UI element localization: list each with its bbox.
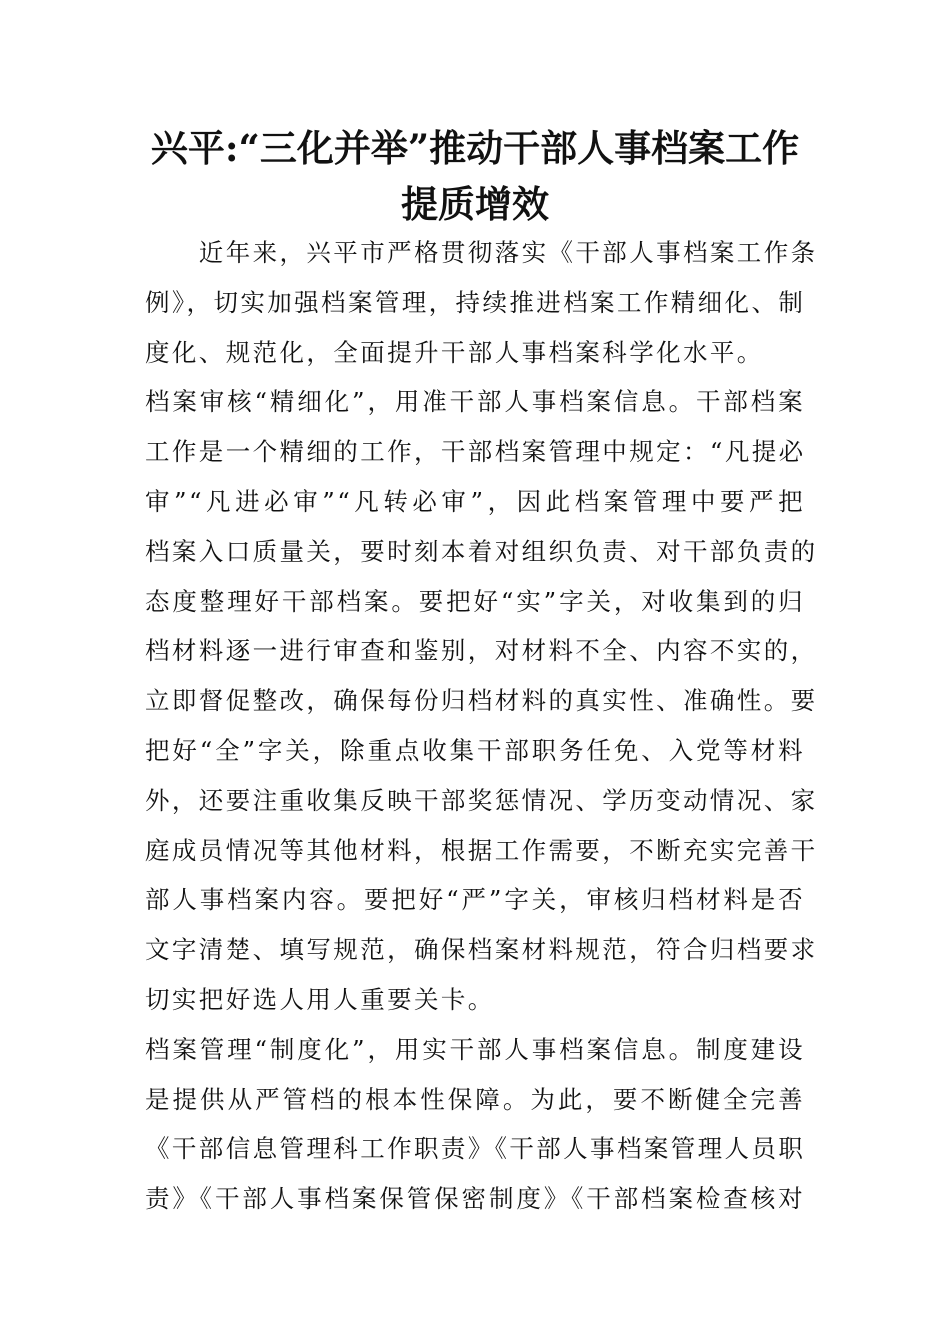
text-line: 档案管理“制度化”，用实干部人事档案信息。制度建设 bbox=[145, 1034, 805, 1064]
title-line-2: 提质增效 bbox=[401, 182, 549, 226]
text-line: 度化、规范化，全面提升干部人事档案科学化水平。 bbox=[145, 337, 764, 367]
text-line: 立即督促整改，确保每份归档材料的真实性、准确性。要 bbox=[145, 686, 818, 716]
paragraph-archive-review bbox=[145, 377, 818, 1024]
text-line: 文字清楚、填写规范，确保档案材料规范，符合归档要求 bbox=[145, 935, 818, 965]
document-title bbox=[140, 120, 810, 232]
text-line: 近年来，兴平市严格贯彻落实《干部人事档案工作条 bbox=[145, 238, 818, 267]
text-line: 审”“凡进必审”“凡转必审”，因此档案管理中要严把 bbox=[145, 486, 805, 516]
text-line: 档案入口质量关，要时刻本着对组织负责、对干部负责的 bbox=[145, 536, 818, 566]
text-line: 工作是一个精细的工作，干部档案管理中规定：“凡提必 bbox=[145, 437, 806, 467]
title-line-1: 兴平:“三化并举”推动干部人事档案工作 bbox=[150, 126, 800, 170]
text-line: 档材料逐一进行审查和鉴别，对材料不全、内容不实的， bbox=[145, 636, 818, 666]
text-line: 庭成员情况等其他材料，根据工作需要，不断充实完善干 bbox=[145, 835, 818, 865]
text-line: 把好“全”字关，除重点收集干部职务任免、入党等材料 bbox=[145, 735, 805, 765]
text-line: 《干部信息管理科工作职责》《干部人事档案管理人员职 bbox=[145, 1134, 806, 1164]
document-body bbox=[145, 228, 818, 1224]
paragraph-archive-management bbox=[145, 1025, 805, 1224]
text-line: 是提供从严管档的根本性保障。为此，要不断健全完善 bbox=[145, 1084, 805, 1114]
text-line: 档案审核“精细化”，用准干部人事档案信息。干部档案 bbox=[145, 387, 805, 417]
text-line: 责》《干部人事档案保管保密制度》《干部档案检查核对 bbox=[145, 1184, 805, 1214]
text-line: 外，还要注重收集反映干部奖惩情况、学历变动情况、家 bbox=[145, 785, 818, 815]
paragraph-intro bbox=[145, 228, 818, 377]
text-line: 切实把好选人用人重要关卡。 bbox=[145, 984, 495, 1014]
text-line: 部人事档案内容。要把好“严”字关，审核归档材料是否 bbox=[145, 885, 805, 915]
text-line: 例》，切实加强档案管理，持续推进档案工作精细化、制 bbox=[145, 287, 806, 317]
text-line: 态度整理好干部档案。要把好“实”字关，对收集到的归 bbox=[145, 586, 805, 616]
